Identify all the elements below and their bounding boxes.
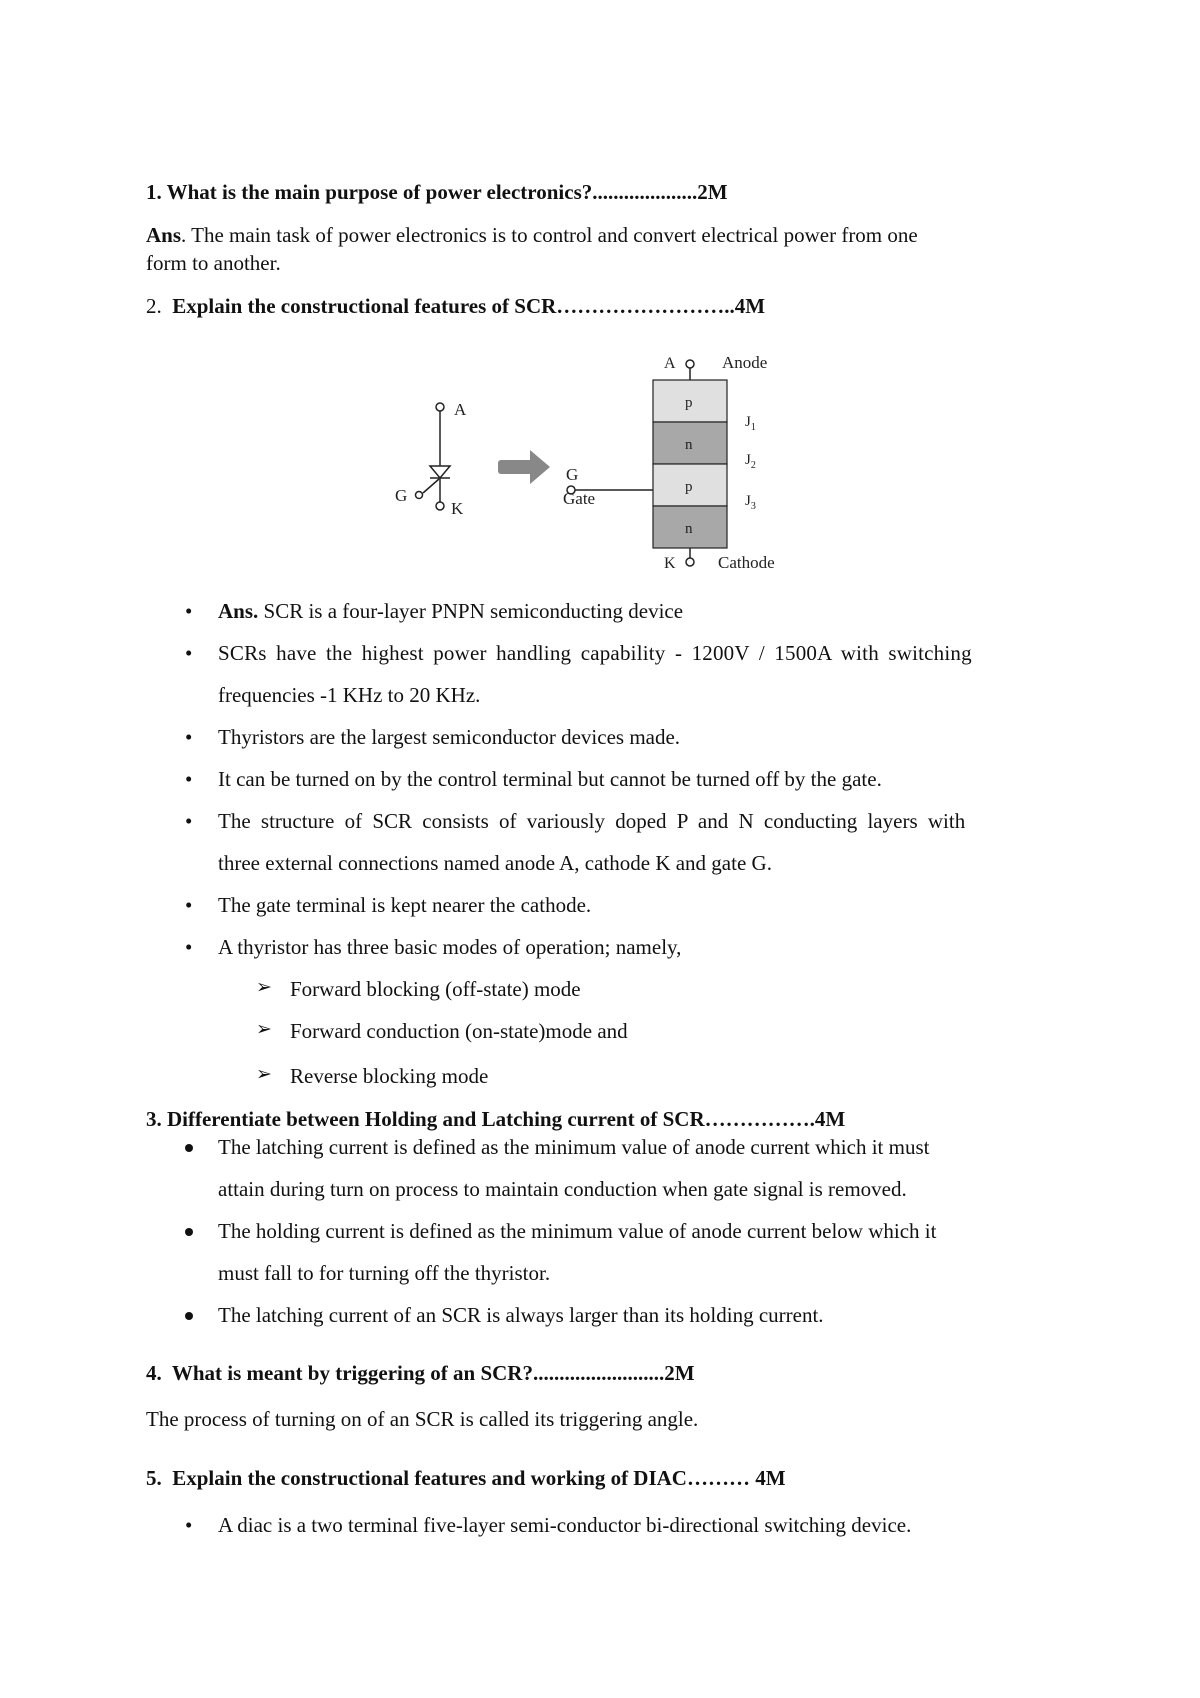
mode-item: Forward conduction (on-state)mode and (290, 1019, 628, 1043)
layer-label: p (685, 395, 693, 411)
arrow-bullet-icon: ➢ (256, 1064, 272, 1085)
layer-label: n (685, 437, 693, 453)
question-3: 3. Differentiate between Holding and Latching current of SCR…………….4M (146, 1107, 846, 1131)
answer-1-line-1 (146, 224, 918, 247)
scr-diagram (390, 352, 820, 577)
question-2-text: Explain the constructional features of SCR……………………..4M (172, 294, 766, 318)
struct-cathode-label: Cathode (718, 553, 775, 572)
question-1 (146, 181, 728, 204)
bullet-item-continued: attain during turn on process to maintain conduction when gate signal is removed. (218, 1177, 907, 1201)
junction-label: $J_1$ (745, 414, 756, 433)
question-1-text: What is the main purpose of power electronics?....................2M (166, 180, 728, 204)
answer-1-text-1: . The main task of power electronics is to control and convert electrical power from one (181, 223, 918, 247)
question-2-number: 2. (146, 294, 162, 318)
mode-item: Forward blocking (off-state) mode (290, 977, 581, 1001)
scr-structure (563, 353, 775, 572)
bullet-icon: • (185, 893, 193, 917)
symbol-anode-label: A (454, 400, 467, 419)
symbol-cathode-label: K (451, 499, 464, 518)
bullet-item: Thyristors are the largest semiconductor devices made. (218, 725, 681, 749)
mode-item: Reverse blocking mode (290, 1064, 489, 1088)
bullet-icon: • (185, 1513, 193, 1537)
answer-4: The process of turning on of an SCR is called its triggering angle. (146, 1407, 699, 1431)
bullet-item: SCRs have the highest power handling capability - 1200V / 1500A with switching (218, 641, 972, 665)
bullet-item: Ans. SCR is a four-layer PNPN semiconducting device (218, 599, 684, 623)
bullet-item: It can be turned on by the control terminal but cannot be turned off by the gate. (218, 767, 882, 791)
question-5: 5. Explain the constructional features and working of DIAC……… 4M (146, 1466, 786, 1490)
question-2 (146, 295, 765, 318)
bullet-item: The latching current is defined as the minimum value of anode current which it must (218, 1135, 930, 1159)
bullet-icon: • (185, 599, 193, 623)
answer-1-line-2: form to another. (146, 251, 281, 275)
bullet-icon (185, 1144, 193, 1152)
bullet-item-continued: must fall to for turning off the thyristor. (218, 1261, 551, 1285)
question-1-number: 1. (146, 180, 162, 204)
struct-anode-letter: A (664, 355, 676, 372)
layer-label: n (685, 521, 693, 537)
arrow-bullet-icon: ➢ (256, 1019, 272, 1040)
symbol-gate-label: G (395, 486, 408, 505)
layer-label: p (685, 479, 693, 495)
struct-anode-label: Anode (722, 353, 768, 372)
junction-label: $J_2$ (745, 452, 756, 471)
bullet-item: The gate terminal is kept nearer the cathode. (218, 893, 592, 917)
bullet-item: The latching current of an SCR is always larger than its holding current. (218, 1303, 824, 1327)
bullet-icon: • (185, 641, 193, 665)
bullet-item: A diac is a two terminal five-layer semi-conductor bi-directional switching device. (218, 1513, 912, 1537)
right-arrow-icon (498, 450, 550, 484)
bullet-icon (185, 1228, 193, 1236)
struct-gate-label: Gate (563, 489, 596, 508)
bullet-item-continued: frequencies -1 KHz to 20 KHz. (218, 683, 481, 707)
bullet-item-continued: three external connections named anode A, cathode K and gate G. (218, 851, 772, 875)
bullet-icon: • (185, 767, 193, 791)
bullet-icon: • (185, 725, 193, 749)
bullet-icon: • (185, 935, 193, 959)
bullet-item: The structure of SCR consists of variously doped P and N conducting layers with (218, 809, 966, 833)
question-4: 4. What is meant by triggering of an SCR?.........................2M (146, 1361, 695, 1385)
bullet-item: A thyristor has three basic modes of operation; namely, (218, 935, 682, 959)
bullet-icon (185, 1312, 193, 1320)
scr-symbol (395, 400, 467, 518)
bullet-item: The holding current is defined as the minimum value of anode current below which it (218, 1219, 937, 1243)
answer-1-label: Ans (146, 223, 182, 247)
struct-cathode-letter: K (664, 555, 676, 572)
junction-label: $J_3$ (745, 493, 756, 512)
bullet-icon: • (185, 809, 193, 833)
struct-gate-letter: G (566, 465, 579, 484)
arrow-bullet-icon: ➢ (256, 977, 272, 998)
